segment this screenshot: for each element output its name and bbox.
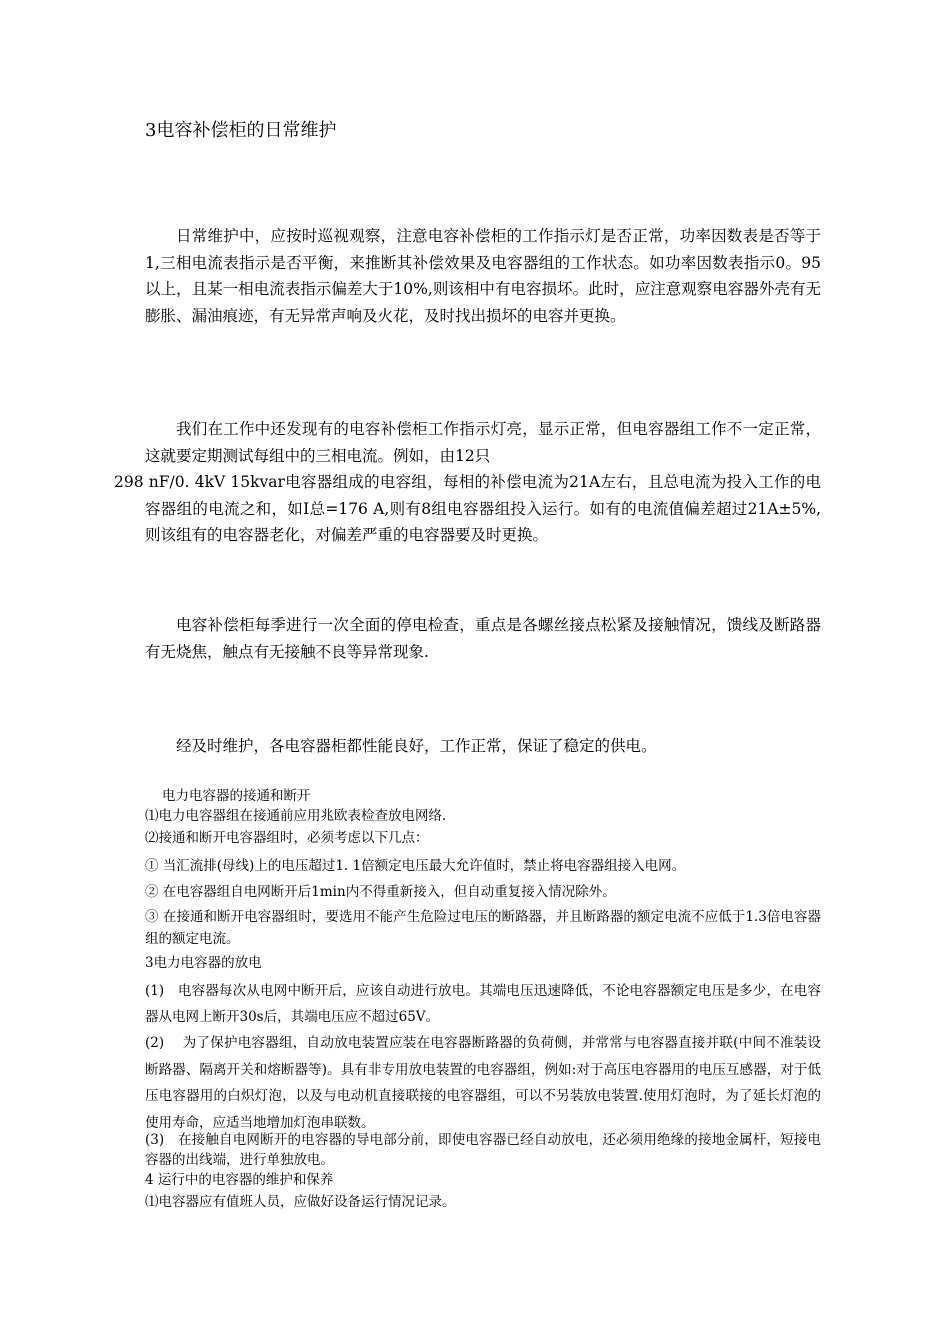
switching-subitem-1: ① 当汇流排(母线)上的电压超过1. 1倍额定电压最大允许值时，禁止将电容器组接入电网。 (145, 858, 686, 874)
discharge-item-3: (3) 在接触自电网断开的电容器的导电部分前，即使电容器已经自动放电，还必须用绝缘的接地金属杆，短接电容器的出线端，进行单独放电。 (145, 1132, 821, 1168)
switching-subitem-2: ② 在电容器组自电网断开后1min内不得重新接入，但自动重复接入情况除外。 (145, 884, 616, 900)
section-heading: 3电容补偿柜的日常维护 (145, 120, 337, 141)
discharge-item-1: (1) 电容器每次从电网中断开后，应该自动进行放电。其端电压迅速降低，不论电容器额定电压是多少，在电容器从电网上断开30s后，其端电压应不超过65V。 (145, 983, 821, 1025)
section-operation-title: 4 运行中的电容器的维护和保养 (145, 1172, 334, 1188)
section-switching-title: 电力电容器的接通和断开 (162, 788, 311, 804)
operation-item-1: ⑴电容器应有值班人员，应做好设备运行情况记录。 (145, 1194, 456, 1210)
paragraph-current-testing-line2: 298 nF/0. 4kV 15kvar电容器组成的电容组，每相的补偿电流为21A左右，且总电流为投入工作的电容器组的电流之和，如I总=176 A,则有8组电容器组投入运行。如有的电流值偏差超过21A±5%,则该组有的电容器老化，对偏差严重的电容器要及时更换。 (114, 473, 821, 544)
paragraph-current-testing (114, 416, 821, 549)
discharge-item-2: (2) 为了保护电容器组，自动放电装置应装在电容器断路器的负荷侧，并常常与电容器直接并联(中间不准装设断路器、隔离开关和熔断器等)。具有非专用放电装置的电容器组，例如:对于高压电容器用的电压互感器，对于低压电容器用的白炽灯泡，以及与电动机直接联接的电容器组，可以不另装放电装置.使用灯泡时，为了延长灯泡的使用寿命，应适当地增加灯泡串联数。 (145, 1035, 821, 1131)
switching-subitem-3: ③ 在接通和断开电容器组时，要选用不能产生危险过电压的断路器，并且断路器的额定电流不应低于1.3倍电容器组的额定电流。 (145, 909, 821, 947)
switching-item-1: ⑴电力电容器组在接通前应用兆欧表检查放电网络. (145, 808, 447, 824)
switching-item-2: ⑵接通和断开电容器组时，必须考虑以下几点： (145, 830, 429, 846)
paragraph-quarterly-inspection: 电容补偿柜每季进行一次全面的停电检查，重点是各螺丝接点松紧及接触情况，馈线及断路器有无烧焦，触点有无接触不良等异常现象. (145, 616, 821, 661)
paragraph-conclusion: 经及时维护，各电容器柜都性能良好，工作正常，保证了稳定的供电。 (176, 737, 657, 755)
paragraph-current-testing-line1: 我们在工作中还发现有的电容补偿柜工作指示灯亮，显示正常，但电容器组工作不一定正常，这就要定期测试每组中的三相电流。例如，由12只 (145, 420, 821, 465)
paragraph-daily-maintenance: 日常维护中，应按时巡视观察，注意电容补偿柜的工作指示灯是否正常，功率因数表是否等于1,三相电流表指示是否平衡，来推断其补偿效果及电容器组的工作状态。如功率因数表指示0。95以上，且某一相电流表指示偏差大于10%,则该相中有电容损坏。此时，应注意观察电容器外壳有无膨胀、漏油痕迹，有无异常声响及火花，及时找出损坏的电容并更换。 (145, 227, 821, 325)
section-discharge-title: 3电力电容器的放电 (145, 955, 262, 971)
